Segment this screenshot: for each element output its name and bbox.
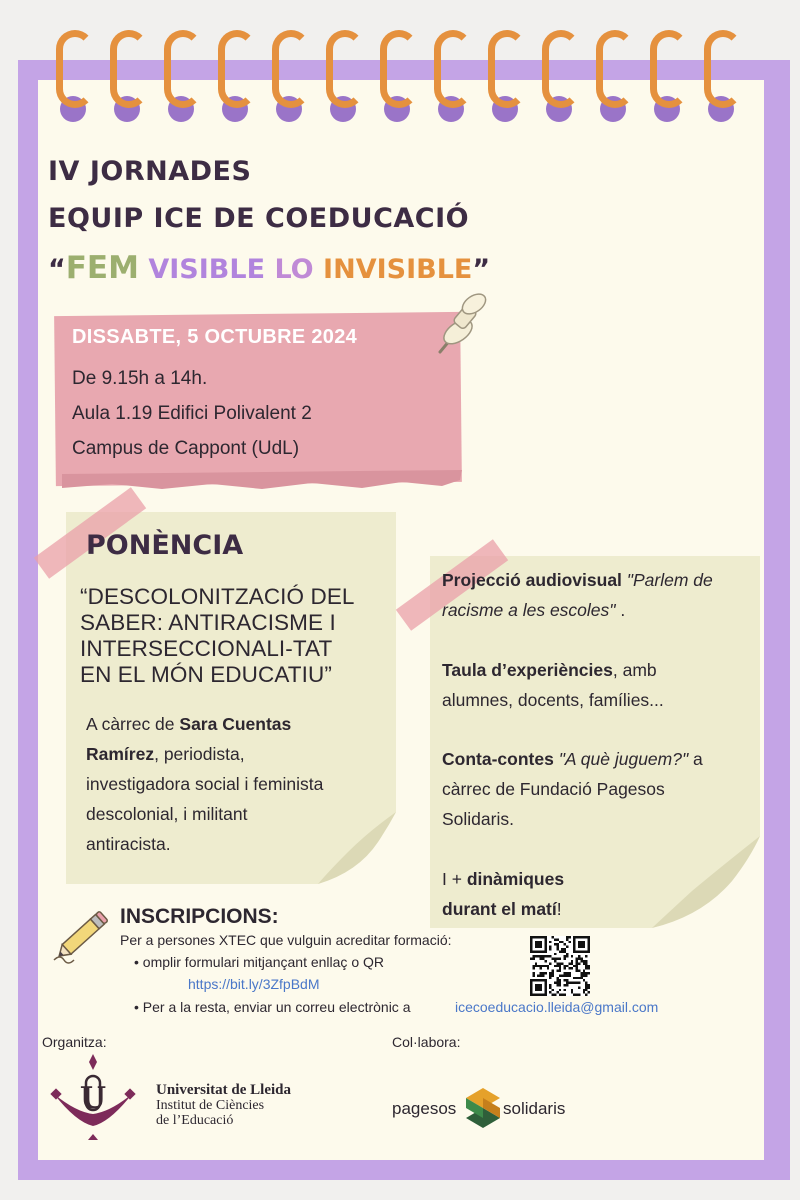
udl-name: Universitat de Lleida <box>156 1082 291 1098</box>
binding-ring <box>650 30 688 108</box>
binding-ring <box>56 30 94 108</box>
activity-2-rest: , amb <box>612 660 657 680</box>
pagesos-text-right: solidaris <box>503 1099 566 1118</box>
pagesos-solidaris-logo-icon <box>466 1088 500 1128</box>
activity-3-line-3: Solidaris. <box>442 809 514 829</box>
udl-logo-letter: U <box>79 1081 107 1116</box>
speaker-line-5: antiracista. <box>86 834 171 854</box>
contact-email-link[interactable]: icecoeducacio.lleida@gmail.com <box>455 999 659 1015</box>
lecture-title-line: INTERSECCIONALI-TAT <box>80 636 333 661</box>
event-room: Aula 1.19 Edifici Polivalent 2 <box>72 403 312 424</box>
quote-close: ” <box>472 254 491 285</box>
speaker-intro: A càrrec de <box>86 714 180 734</box>
binding-ring <box>596 30 634 108</box>
speaker-line-1 <box>86 714 291 735</box>
activity-2-line-1 <box>442 660 657 681</box>
binding-ring <box>218 30 256 108</box>
binding-ring <box>380 30 418 108</box>
speaker-role: , periodista, <box>154 744 245 764</box>
organitza-label: Organitza: <box>42 1034 107 1050</box>
xtec-line: Per a persones XTEC que vulguin acreditar formació: <box>120 932 452 948</box>
speaker-line-3: investigadora social i feminista <box>86 774 324 794</box>
binding-ring <box>542 30 580 108</box>
event-time: De 9.15h a 14h. <box>72 368 208 389</box>
quote-open: “ <box>48 254 66 285</box>
activity-4-bold: dinàmiques <box>466 869 565 889</box>
activity-3-quote: "A què juguem?" <box>558 749 689 769</box>
inscripcions-heading: INSCRIPCIONS: <box>120 905 279 928</box>
bullet-1: • omplir formulari mitjançant enllaç o QR <box>134 954 384 970</box>
udl-logo-icon <box>46 1054 140 1140</box>
activity-3-line-2: càrrec de Fundació Pagesos <box>442 779 665 799</box>
bullet-2: • Per a la resta, enviar un correu electrònic a <box>134 999 411 1015</box>
activity-3-line-1 <box>442 749 703 770</box>
bullet-1-text: omplir formulari mitjançant enllaç o QR <box>142 954 384 970</box>
speaker-name-2: Ramírez <box>86 744 155 764</box>
pushpin-icon <box>436 292 490 354</box>
activity-1-line-2 <box>442 600 625 621</box>
lecture-title-line: “DESCOLONITZACIÓ DEL <box>80 584 355 609</box>
binding-ring <box>164 30 202 108</box>
title-line-1: IV JORNADES <box>48 156 252 187</box>
event-campus: Campus de Cappont (UdL) <box>72 438 300 459</box>
binding-ring <box>704 30 742 108</box>
binding-ring <box>272 30 310 108</box>
date-band-tear <box>62 470 462 492</box>
activity-2-title: Taula d’experiències <box>442 660 613 680</box>
activity-4-bold-2: durant el matí <box>442 899 557 919</box>
binding-ring <box>488 30 526 108</box>
activity-4-end: ! <box>556 899 562 919</box>
event-date: DISSABTE, 5 OCTUBRE 2024 <box>72 326 358 348</box>
activity-4-line-2 <box>442 899 562 920</box>
activity-1-title: Projecció audiovisual <box>442 570 622 590</box>
speaker-line-2 <box>86 744 245 765</box>
activity-3-rest: a <box>688 749 703 769</box>
subtitle-word-fem: FEM <box>65 250 139 286</box>
ponencia-heading: PONÈNCIA <box>86 530 244 561</box>
collabora-label: Col·labora: <box>392 1034 461 1050</box>
activity-2-line-2: alumnes, docents, famílies... <box>442 690 664 710</box>
activity-1-quote: "Parlem de <box>626 570 713 590</box>
activity-4-prefix: I + <box>442 869 467 889</box>
activity-1-line-1 <box>442 570 713 591</box>
subtitle <box>48 250 490 286</box>
lecture-title-line: SABER: ANTIRACISME I <box>80 610 336 635</box>
binding-ring <box>326 30 364 108</box>
binding-ring <box>434 30 472 108</box>
lecture-title-line: EN EL MÓN EDUCATIU” <box>80 662 332 687</box>
activity-1-end: . <box>615 600 626 620</box>
binding-ring <box>110 30 148 108</box>
subtitle-word-lo: LO <box>274 254 314 285</box>
speaker-name-1: Sara Cuentas <box>179 714 292 734</box>
bullet-2-text: Per a la resta, enviar un correu electrònic a <box>142 999 411 1015</box>
title-line-2: EQUIP ICE DE COEDUCACIÓ <box>48 203 470 234</box>
activity-3-title: Conta-contes <box>442 749 554 769</box>
udl-sub-2: de l’Educació <box>156 1113 234 1128</box>
udl-sub-1: Institut de Ciències <box>156 1098 265 1113</box>
activities-note-curl <box>652 836 760 928</box>
subtitle-word-invisible: INVISIBLE <box>323 254 473 285</box>
activity-1-quote-end: racisme a les escoles" <box>442 600 616 620</box>
pencil-icon <box>48 906 114 968</box>
pagesos-text-left: pagesos <box>392 1099 457 1118</box>
speaker-line-4: descolonial, i militant <box>86 804 248 824</box>
qr-code[interactable] <box>530 936 590 996</box>
ponencia-note-curl <box>318 812 396 884</box>
activity-4-line-1 <box>442 869 564 890</box>
subtitle-word-visible: VISIBLE <box>148 254 266 285</box>
registration-link[interactable]: https://bit.ly/3ZfpBdM <box>188 976 320 992</box>
